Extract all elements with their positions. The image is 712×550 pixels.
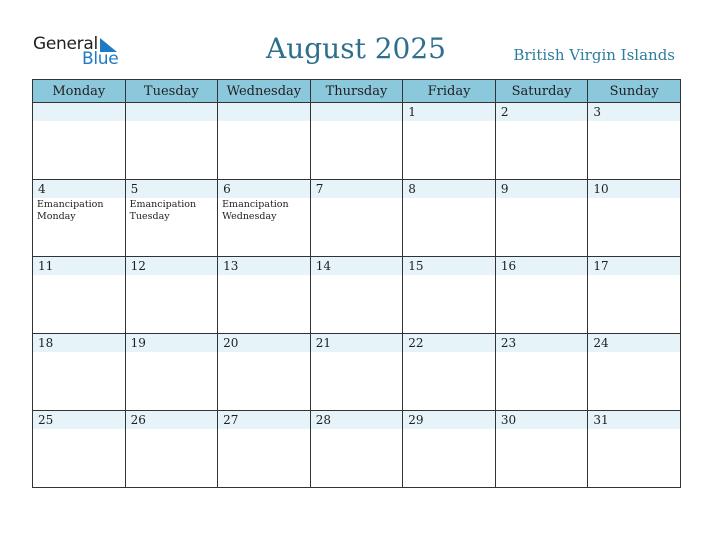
month-title: August 2025 xyxy=(266,32,446,65)
day-number-bar xyxy=(218,411,310,429)
holiday-label: Emancipation Tuesday xyxy=(129,199,197,222)
day-number-bar xyxy=(33,103,125,121)
day-cell[interactable] xyxy=(218,257,311,334)
day-number-bar xyxy=(311,103,403,121)
weekday-header-saturday: Saturday xyxy=(495,80,588,103)
day-number: 8 xyxy=(408,182,416,196)
day-cell[interactable] xyxy=(125,257,218,334)
day-cell[interactable] xyxy=(218,334,311,411)
day-cell[interactable] xyxy=(403,257,496,334)
weekday-header-sunday: Sunday xyxy=(588,80,681,103)
day-number: 22 xyxy=(408,336,424,350)
day-number-bar xyxy=(126,103,218,121)
day-number: 15 xyxy=(408,259,424,273)
day-number: 7 xyxy=(315,182,324,196)
day-cell[interactable] xyxy=(310,334,403,411)
day-cell[interactable] xyxy=(588,411,681,488)
logo-text-blue: Blue xyxy=(82,49,119,69)
week-row xyxy=(33,257,681,334)
day-cell[interactable] xyxy=(403,180,496,257)
day-number-bar xyxy=(33,411,125,429)
day-cell[interactable] xyxy=(495,103,588,180)
day-number: 18 xyxy=(38,336,54,350)
day-cell[interactable] xyxy=(33,334,126,411)
weekday-header-row xyxy=(33,80,681,103)
day-cell[interactable] xyxy=(310,180,403,257)
day-cell[interactable] xyxy=(310,103,403,180)
calendar-weeks xyxy=(33,103,681,488)
day-cell[interactable] xyxy=(588,103,681,180)
day-number-bar xyxy=(33,257,125,275)
day-cell[interactable] xyxy=(33,411,126,488)
day-cell[interactable] xyxy=(495,180,588,257)
day-cell[interactable] xyxy=(33,103,126,180)
day-number: 3 xyxy=(593,105,602,119)
day-number-bar xyxy=(126,411,218,429)
day-number: 17 xyxy=(593,259,609,273)
day-cell[interactable] xyxy=(588,257,681,334)
day-number: 11 xyxy=(38,259,54,273)
day-cell[interactable] xyxy=(33,257,126,334)
day-number-bar xyxy=(403,411,495,429)
day-number-bar xyxy=(403,334,495,352)
day-number-bar xyxy=(218,180,310,198)
day-number: 28 xyxy=(315,413,331,427)
day-number-bar xyxy=(496,103,588,121)
weekday-header-monday: Monday xyxy=(33,80,126,103)
week-row xyxy=(33,180,681,257)
day-number: 31 xyxy=(593,413,609,427)
logo-text-general: General xyxy=(33,34,98,54)
calendar-grid xyxy=(32,79,681,488)
day-number-bar xyxy=(126,257,218,275)
holiday-label: Emancipation Wednesday xyxy=(222,199,289,222)
day-number-bar xyxy=(496,334,588,352)
day-cell[interactable] xyxy=(310,257,403,334)
country-name: British Virgin Islands xyxy=(513,46,675,64)
day-number: 4 xyxy=(38,182,46,196)
day-number-bar xyxy=(403,180,495,198)
day-number-bar xyxy=(311,411,403,429)
day-number-bar xyxy=(126,334,218,352)
day-cell[interactable] xyxy=(310,411,403,488)
weekday-header-friday: Friday xyxy=(403,80,496,103)
weekday-header-thursday: Thursday xyxy=(310,80,403,103)
week-row xyxy=(33,411,681,488)
day-cell[interactable] xyxy=(218,180,311,257)
weekday-header-wednesday: Wednesday xyxy=(218,80,311,103)
day-cell[interactable] xyxy=(588,334,681,411)
day-number-bar xyxy=(403,103,495,121)
day-cell[interactable] xyxy=(125,411,218,488)
day-number: 19 xyxy=(130,336,146,350)
day-number-bar xyxy=(588,103,680,121)
day-number: 6 xyxy=(223,182,231,196)
day-number-bar xyxy=(218,257,310,275)
day-number-bar xyxy=(588,411,680,429)
day-cell[interactable] xyxy=(495,411,588,488)
day-number-bar xyxy=(496,180,588,198)
week-row xyxy=(33,103,681,180)
day-cell[interactable] xyxy=(588,180,681,257)
day-number-bar xyxy=(588,180,680,198)
day-number-bar xyxy=(588,334,680,352)
day-number-bar xyxy=(403,257,495,275)
day-number-bar xyxy=(33,334,125,352)
day-number: 14 xyxy=(315,259,331,273)
day-number-bar xyxy=(33,180,125,198)
day-cell[interactable] xyxy=(218,411,311,488)
day-number: 29 xyxy=(408,413,424,427)
day-number: 30 xyxy=(500,413,517,427)
day-number: 27 xyxy=(223,413,239,427)
day-number: 20 xyxy=(223,336,239,350)
day-number-bar xyxy=(218,103,310,121)
day-number: 12 xyxy=(130,259,146,273)
day-cell[interactable] xyxy=(125,180,218,257)
day-number-bar xyxy=(311,257,403,275)
day-cell[interactable] xyxy=(495,334,588,411)
day-cell[interactable] xyxy=(125,334,218,411)
day-cell[interactable] xyxy=(403,103,496,180)
day-number: 13 xyxy=(223,259,239,273)
day-number: 10 xyxy=(593,182,609,196)
day-cell[interactable] xyxy=(125,103,218,180)
weekday-header-tuesday: Tuesday xyxy=(125,80,218,103)
day-number: 1 xyxy=(408,105,416,119)
week-row xyxy=(33,334,681,411)
day-cell[interactable] xyxy=(495,257,588,334)
day-number-bar xyxy=(311,334,403,352)
day-number: 9 xyxy=(500,182,509,196)
day-number-bar xyxy=(496,411,588,429)
day-cell[interactable] xyxy=(33,180,126,257)
day-number-bar xyxy=(218,334,310,352)
day-number: 16 xyxy=(500,259,517,273)
day-number-bar xyxy=(496,257,588,275)
day-number: 24 xyxy=(593,336,609,350)
day-cell[interactable] xyxy=(403,334,496,411)
day-number: 2 xyxy=(500,105,509,119)
day-number-bar xyxy=(588,257,680,275)
day-number-bar xyxy=(126,180,218,198)
day-cell[interactable] xyxy=(218,103,311,180)
day-number: 26 xyxy=(130,413,146,427)
day-number: 23 xyxy=(500,336,517,350)
day-number-bar xyxy=(311,180,403,198)
day-number: 25 xyxy=(38,413,54,427)
holiday-label: Emancipation Monday xyxy=(37,199,104,222)
day-number: 21 xyxy=(315,336,331,350)
day-number: 5 xyxy=(130,182,139,196)
day-cell[interactable] xyxy=(403,411,496,488)
